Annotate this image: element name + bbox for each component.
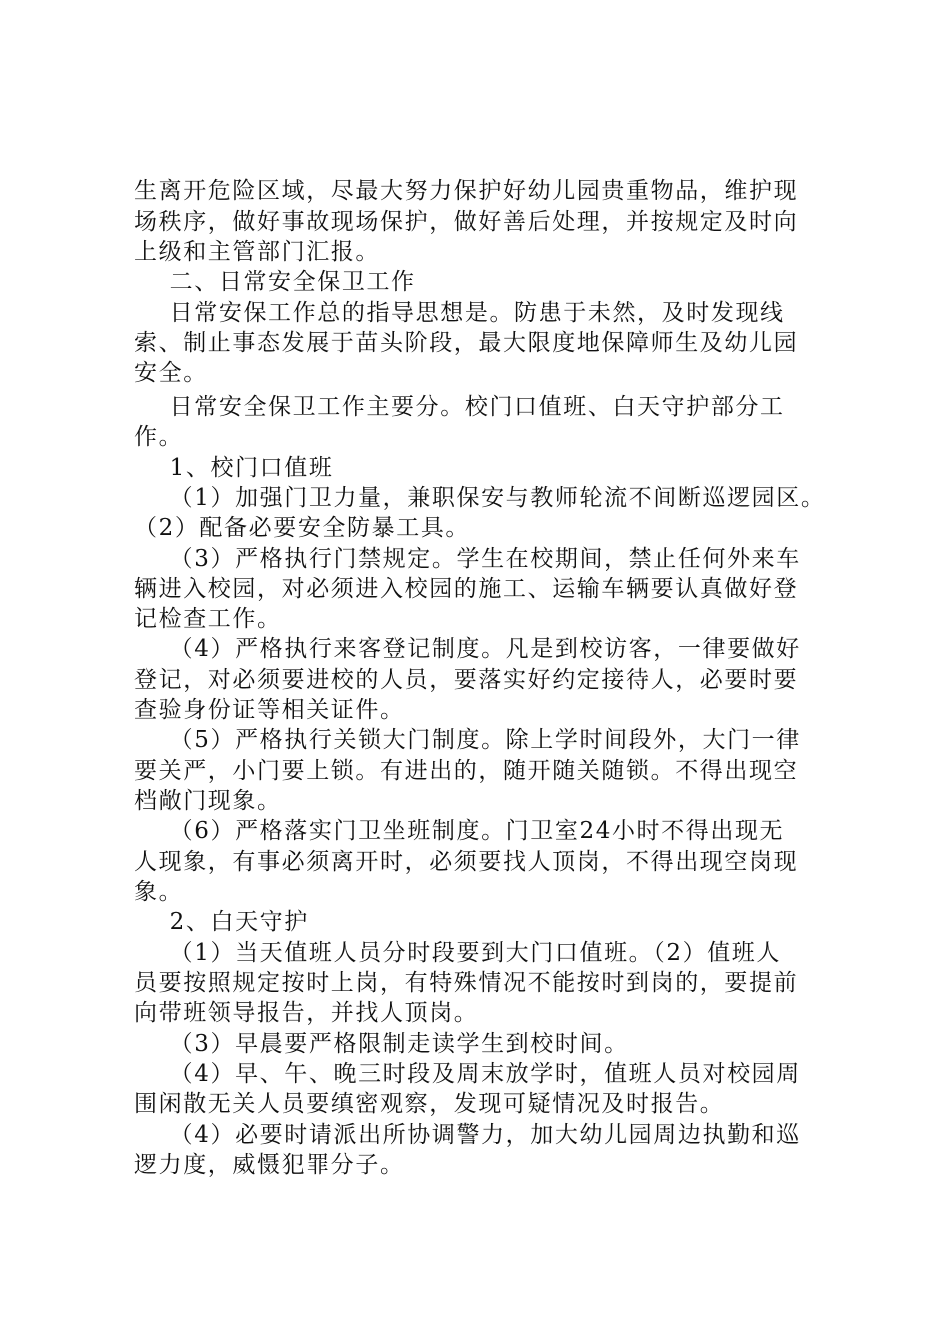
text-line: 逻力度，威慑犯罪分子。 xyxy=(134,1152,405,1178)
text-line: （1）加强门卫力量，兼职保安与教师轮流不间断巡逻园区。 xyxy=(134,485,826,511)
text-line: （2）配备必要安全防暴工具。 xyxy=(134,515,471,541)
text-line: 安全。 xyxy=(134,360,208,386)
text-line: （3）严格执行门禁规定。学生在校期间，禁止任何外来车 xyxy=(134,546,801,572)
text-line: （5）严格执行关锁大门制度。除上学时间段外，大门一律 xyxy=(134,727,801,753)
text-line: （6）严格落实门卫坐班制度。门卫室24小时不得出现无 xyxy=(134,818,785,844)
section-heading: 二、日常安全保卫工作 xyxy=(134,269,416,295)
text-line: （3）早晨要严格限制走读学生到校时间。 xyxy=(134,1031,629,1057)
text-line: 索、制止事态发展于苗头阶段，最大限度地保障师生及幼儿园 xyxy=(134,330,799,356)
text-line: 辆进入校园，对必须进入校园的施工、运输车辆要认真做好登 xyxy=(134,576,799,602)
text-line: 象。 xyxy=(134,879,184,905)
text-line: （4）必要时请派出所协调警力，加大幼儿园周边执勤和巡 xyxy=(134,1122,801,1148)
text-line: 查验身份证等相关证件。 xyxy=(134,697,405,723)
text-line: 登记，对必须要进校的人员，要落实好约定接待人，必要时要 xyxy=(134,667,799,693)
text-line: 围闲散无关人员要缜密观察，发现可疑情况及时报告。 xyxy=(134,1091,725,1117)
text-line: 向带班领导报告，并找人顶岗。 xyxy=(134,1000,479,1026)
subsection-heading: 1、校门口值班 xyxy=(134,455,334,481)
text-line: 员要按照规定按时上岗，有特殊情况不能按时到岗的，要提前 xyxy=(134,970,799,996)
text-line: 日常安全保卫工作主要分。校门口值班、白天守护部分工 xyxy=(134,394,785,420)
text-line: 场秩序，做好事故现场保护，做好善后处理，并按规定及时向 xyxy=(134,209,799,235)
text-line: （1）当天值班人员分时段要到大门口值班。（2）值班人 xyxy=(134,940,782,966)
text-line: 档敞门现象。 xyxy=(134,788,282,814)
text-line: 生离开危险区域，尽最大努力保护好幼儿园贵重物品，维护现 xyxy=(134,178,799,204)
text-line: （4）早、午、晚三时段及周末放学时，值班人员对校园周 xyxy=(134,1061,801,1087)
text-line: 要关严，小门要上锁。有进出的，随开随关随锁。不得出现空 xyxy=(134,758,799,784)
text-line: 上级和主管部门汇报。 xyxy=(134,239,380,265)
subsection-heading: 2、白天守护 xyxy=(134,909,309,935)
text-line: 日常安保工作总的指导思想是。防患于未然，及时发现线 xyxy=(134,300,785,326)
text-line: （4）严格执行来客登记制度。凡是到校访客，一律要做好 xyxy=(134,636,801,662)
text-line: 作。 xyxy=(134,424,184,450)
text-line: 记检查工作。 xyxy=(134,606,282,632)
text-line: 人现象，有事必须离开时，必须要找人顶岗，不得出现空岗现 xyxy=(134,849,799,875)
